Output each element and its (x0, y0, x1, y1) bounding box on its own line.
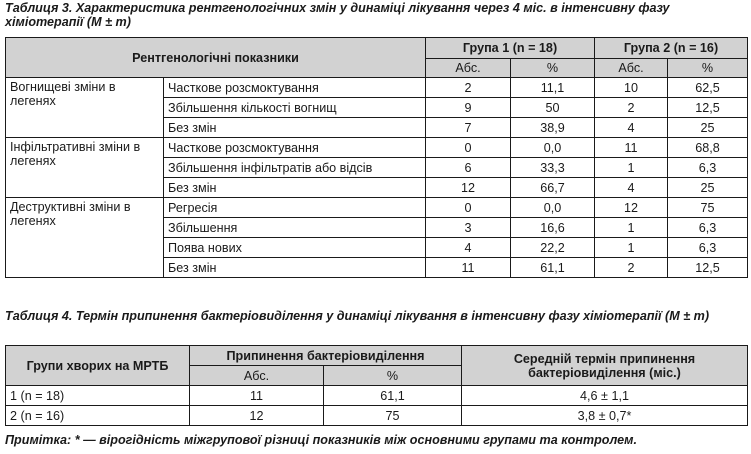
table-row (6, 138, 748, 158)
row-label: Без змін (164, 178, 426, 198)
header-group2: Група 2 (n = 16) (595, 38, 748, 59)
group-cell: 1 (n = 18) (6, 386, 190, 406)
g2-abs-cell: 2 (595, 258, 668, 278)
table-row (6, 386, 748, 406)
g2-abs-cell: 12 (595, 198, 668, 218)
g1-abs-cell: 4 (426, 238, 511, 258)
header-abs: Абс. (190, 366, 324, 386)
g1-abs-cell: 7 (426, 118, 511, 138)
abs-cell: 12 (190, 406, 324, 426)
g2-abs-cell: 1 (595, 238, 668, 258)
g1-pct-cell: 38,9 (511, 118, 595, 138)
header-g1-abs: Абс. (426, 59, 511, 78)
g1-pct-cell: 61,1 (511, 258, 595, 278)
pct-cell: 61,1 (324, 386, 462, 406)
g1-pct-cell: 0,0 (511, 198, 595, 218)
header-mean-term: Середній термін припинення бактеріовиділення (міс.) (462, 346, 748, 386)
g2-abs-cell: 1 (595, 158, 668, 178)
g1-abs-cell: 6 (426, 158, 511, 178)
header-group1: Група 1 (n = 18) (426, 38, 595, 59)
pct-cell: 75 (324, 406, 462, 426)
g2-abs-cell: 2 (595, 98, 668, 118)
bacterial-excretion-table (5, 345, 748, 426)
g2-pct-cell: 25 (668, 118, 748, 138)
g2-abs-cell: 11 (595, 138, 668, 158)
header-g2-pct: % (668, 59, 748, 78)
g2-pct-cell: 12,5 (668, 98, 748, 118)
group-label: Інфільтративні зміни в легенях (6, 138, 164, 198)
g1-abs-cell: 0 (426, 138, 511, 158)
g2-pct-cell: 6,3 (668, 238, 748, 258)
group-label: Вогнищеві зміни в легенях (6, 78, 164, 138)
g2-pct-cell: 25 (668, 178, 748, 198)
row-label: Без змін (164, 258, 426, 278)
g1-pct-cell: 0,0 (511, 138, 595, 158)
g1-pct-cell: 50 (511, 98, 595, 118)
g2-pct-cell: 12,5 (668, 258, 748, 278)
term-cell: 3,8 ± 0,7* (462, 406, 748, 426)
row-label: Регресія (164, 198, 426, 218)
g2-pct-cell: 68,8 (668, 138, 748, 158)
g1-abs-cell: 2 (426, 78, 511, 98)
g1-abs-cell: 11 (426, 258, 511, 278)
header-g1-pct: % (511, 59, 595, 78)
row-label: Збільшення інфільтратів або відсів (164, 158, 426, 178)
radiology-changes-table (5, 37, 748, 278)
g1-abs-cell: 3 (426, 218, 511, 238)
group-label: Деструктивні зміни в легенях (6, 198, 164, 278)
row-label: Поява нових (164, 238, 426, 258)
g2-pct-cell: 6,3 (668, 158, 748, 178)
g1-pct-cell: 16,6 (511, 218, 595, 238)
g2-pct-cell: 6,3 (668, 218, 748, 238)
g1-pct-cell: 66,7 (511, 178, 595, 198)
table-row (6, 78, 748, 98)
g1-pct-cell: 33,3 (511, 158, 595, 178)
table-row (6, 406, 748, 426)
row-label: Без змін (164, 118, 426, 138)
header-cessation: Припинення бактеріовиділення (190, 346, 462, 366)
table-row (6, 198, 748, 218)
table4-caption: Таблиця 4. Термін припинення бактеріовиділення у динаміці лікування в інтенсивну фазу хіміотерапії (M ± m) (5, 309, 710, 323)
term-cell: 4,6 ± 1,1 (462, 386, 748, 406)
table3-caption: Таблиця 3. Характеристика рентгенологічних змін у динаміці лікування через 4 міс. в інтенсивну фазу хіміотерапії (M ± m) (5, 1, 670, 29)
g1-pct-cell: 11,1 (511, 78, 595, 98)
row-label: Часткове розсмоктування (164, 78, 426, 98)
g1-abs-cell: 0 (426, 198, 511, 218)
footnote: Примітка: * — вірогідність міжгрупової різниці показників між основними групами та контролем. (5, 433, 637, 447)
g1-pct-cell: 22,2 (511, 238, 595, 258)
header-indicators: Рентгенологічні показники (6, 38, 426, 78)
g2-pct-cell: 75 (668, 198, 748, 218)
abs-cell: 11 (190, 386, 324, 406)
g2-abs-cell: 1 (595, 218, 668, 238)
row-label: Збільшення (164, 218, 426, 238)
g2-pct-cell: 62,5 (668, 78, 748, 98)
row-label: Збільшення кількості вогнищ (164, 98, 426, 118)
g2-abs-cell: 4 (595, 118, 668, 138)
g2-abs-cell: 10 (595, 78, 668, 98)
g1-abs-cell: 12 (426, 178, 511, 198)
header-pct: % (324, 366, 462, 386)
header-g2-abs: Абс. (595, 59, 668, 78)
header-patient-groups: Групи хворих на МРТБ (6, 346, 190, 386)
row-label: Часткове розсмоктування (164, 138, 426, 158)
g1-abs-cell: 9 (426, 98, 511, 118)
group-cell: 2 (n = 16) (6, 406, 190, 426)
g2-abs-cell: 4 (595, 178, 668, 198)
